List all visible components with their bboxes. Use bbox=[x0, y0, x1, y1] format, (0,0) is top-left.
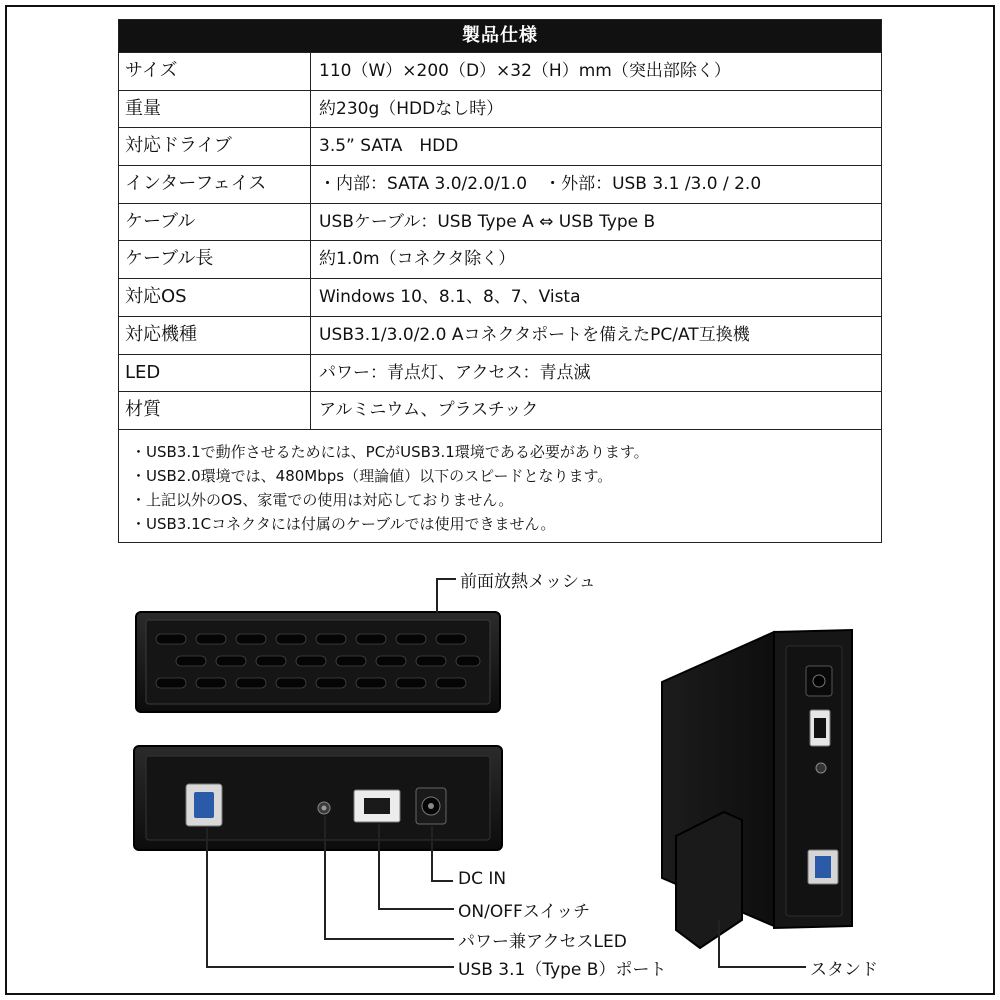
spec-row-interface bbox=[119, 165, 881, 203]
callout-line-led-h bbox=[324, 938, 454, 940]
spec-value: 約1.0m（コネクタ除く） bbox=[319, 249, 516, 270]
spec-label: ケーブル bbox=[119, 204, 311, 241]
spec-row-cable bbox=[119, 203, 881, 241]
spec-value: 110（W）×200（D）×32（H）mm（突出部除く） bbox=[319, 61, 731, 81]
spec-title: 製品仕様 bbox=[119, 20, 881, 52]
spec-label: 対応機種 bbox=[119, 317, 311, 354]
spec-label: 対応OS bbox=[119, 279, 311, 316]
front-panel-view bbox=[136, 612, 500, 712]
stand bbox=[676, 812, 742, 948]
spec-row-cable-length bbox=[119, 240, 881, 278]
spec-label: LED bbox=[119, 355, 311, 392]
rear-panel-view bbox=[134, 746, 502, 850]
spec-label: 材質 bbox=[119, 392, 311, 429]
callout-line-mesh-v bbox=[436, 578, 438, 614]
spec-row-drive bbox=[119, 127, 881, 165]
callout-dc-in: DC IN bbox=[458, 869, 507, 889]
spec-row-size bbox=[119, 52, 881, 90]
callout-line-usb-h bbox=[206, 966, 454, 968]
note-item: ・USB3.1で動作させるためには、PCがUSB3.1環境である必要があります。 bbox=[131, 442, 649, 461]
callout-line-led-v bbox=[324, 816, 326, 940]
spec-row-weight bbox=[119, 90, 881, 128]
callout-line-dc-v bbox=[431, 826, 433, 882]
callout-line-switch-h bbox=[378, 908, 454, 910]
spec-label: 対応ドライブ bbox=[119, 128, 311, 165]
spec-value: パワー：青点灯、アクセス：青点滅 bbox=[319, 362, 591, 383]
spec-row-led bbox=[119, 354, 881, 392]
callout-line-dc-h bbox=[431, 880, 453, 882]
spec-row-models bbox=[119, 316, 881, 354]
note-item: ・USB2.0環境では、480Mbps（理論値）以下のスピードとなります。 bbox=[131, 466, 613, 485]
spec-row-os bbox=[119, 278, 881, 316]
spec-value: 約230g（HDDなし時） bbox=[319, 98, 504, 119]
callout-line-stand-h bbox=[718, 966, 806, 968]
spec-row-material bbox=[119, 391, 881, 429]
callout-stand: スタンド bbox=[810, 960, 878, 980]
callout-line-mesh-h bbox=[436, 578, 456, 580]
spec-value: 3.5” SATA HDD bbox=[319, 136, 459, 157]
callout-switch: ON/OFFスイッチ bbox=[458, 902, 591, 922]
callout-led: パワー兼アクセスLED bbox=[458, 932, 627, 952]
spec-value: アルミニウム、プラスチック bbox=[319, 400, 539, 421]
callout-line-usb-v bbox=[206, 828, 208, 968]
spec-label: 重量 bbox=[119, 91, 311, 128]
spec-value: Windows 10、8.1、8、7、Vista bbox=[319, 287, 581, 308]
callout-usb-port: USB 3.1（Type B）ポート bbox=[458, 960, 667, 980]
note-item: ・上記以外のOS、家電での使用は対応しておりません。 bbox=[131, 490, 514, 509]
callout-line-switch-v bbox=[378, 824, 380, 910]
spec-label: サイズ bbox=[119, 53, 311, 90]
spec-notes bbox=[119, 429, 881, 542]
spec-table bbox=[118, 19, 882, 543]
spec-value: ・内部：SATA 3.0/2.0/1.0 ・外部：USB 3.1 /3.0 / 2.0 bbox=[319, 174, 762, 195]
spec-label: ケーブル長 bbox=[119, 241, 311, 278]
spec-label: インターフェイス bbox=[119, 166, 311, 203]
spec-value: USBケーブル：USB Type A ⇔ USB Type B bbox=[319, 211, 656, 232]
note-item: ・USB3.1Cコネクタには付属のケーブルでは使用できません。 bbox=[131, 514, 556, 533]
spec-value: USB3.1/3.0/2.0 Aコネクタポートを備えたPC/AT互換機 bbox=[319, 324, 750, 345]
tower-view bbox=[662, 630, 852, 948]
callout-front-mesh: 前面放熱メッシュ bbox=[460, 572, 596, 592]
callout-line-stand-v bbox=[718, 920, 720, 966]
